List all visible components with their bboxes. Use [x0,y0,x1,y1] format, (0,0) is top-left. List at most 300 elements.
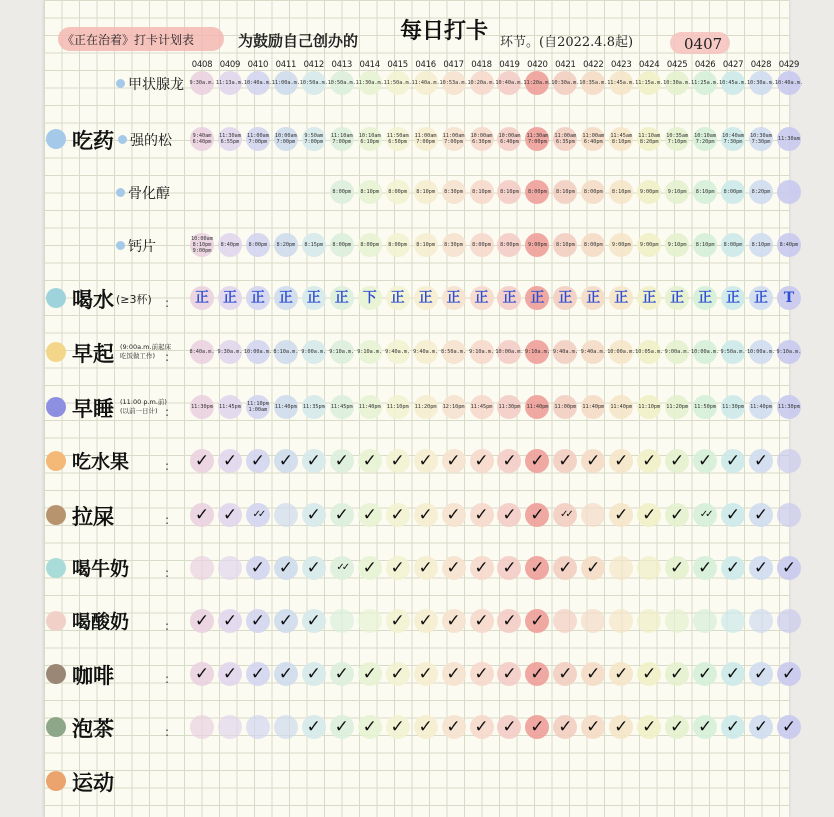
time-entry: 8:10a.m. [273,349,299,355]
check-mark: ✓ [753,717,769,737]
label-colon: : [165,350,170,364]
check-mark: ✓ [278,558,293,578]
category-label: 吃药 [72,128,114,153]
check-mark: ✓ [306,505,321,525]
category-note: (以前一日计) [120,407,158,415]
check-mark: ✓ [362,451,377,471]
check-mark: ✓ [753,664,769,684]
time-entry: 11:30pm [498,404,521,410]
category-label: 早睡 [72,396,114,421]
time-entry: 10:00am 7:00pm [274,133,297,145]
check-mark: ✓ [474,664,489,684]
time-entry: 8:10pm [611,189,631,195]
check-mark: ✓ [781,558,797,578]
tracker-dot [246,715,270,739]
check-mark: ✓✓ [699,509,711,520]
check-mark: ✓ [781,664,797,684]
check-mark: ✓ [697,451,713,471]
check-mark: ✓ [725,664,741,684]
label-colon: : [165,459,170,473]
water-tally: 正 [698,290,713,306]
time-entry: 9:40a.m. [413,349,439,355]
time-entry: 11:30pm [722,404,744,410]
time-entry: 8:20pm [276,242,296,248]
time-entry: 8:20pm [751,189,771,195]
category-dot [46,505,66,525]
time-entry: 8:00pm [500,242,519,248]
check-mark: ✓ [222,451,238,471]
check-mark: ✓ [725,717,741,737]
time-entry: 11:13a.m. [215,80,244,86]
check-mark: ✓ [530,664,545,684]
time-entry: 8:15pm [304,242,324,248]
category-label: 运动 [72,770,114,795]
check-mark: ✓ [642,505,657,525]
category-note: (11:00 p.m.前) [120,398,167,406]
time-entry: 11:30pm [191,404,213,410]
time-entry: 10:50a.m. [327,80,356,86]
time-entry: 11:50am 6:50pm [386,133,409,145]
label-colon: : [165,725,170,739]
check-mark: ✓ [725,558,741,578]
check-mark: ✓ [194,505,210,525]
check-mark: ✓ [278,611,293,631]
date-header: 0425 [666,60,688,70]
check-mark: ✓ [334,717,349,737]
time-entry: 11:30am 6:55pm [219,133,241,145]
time-entry: 10:35am 7:10pm [666,133,689,145]
check-mark: ✓ [250,664,266,684]
category-dot [46,717,66,737]
water-tally: 正 [446,290,461,306]
tracker-dot [777,180,801,204]
check-mark: ✓ [194,611,210,631]
date-header: 0408 [191,60,213,70]
time-entry: 9:00pm [528,242,547,248]
medicine-label: 骨化醇 [128,186,170,202]
time-entry: 9:00pm [639,242,659,248]
category-dot [46,664,66,684]
check-mark: ✓ [586,558,601,578]
medicine-dot [116,241,125,250]
date-header: 0429 [778,60,800,70]
check-mark: ✓ [306,717,321,737]
check-mark: ✓ [418,664,433,684]
time-entry: 9:00pm [639,189,659,195]
tracker-dot [637,556,661,580]
date-header: 0413 [331,60,352,70]
check-mark: ✓ [306,611,321,631]
time-entry: 10:00a.m. [607,349,636,355]
time-entry: 10:30a.m. [551,80,580,86]
check-mark: ✓ [502,717,517,737]
check-mark: ✓ [502,505,517,525]
water-tally: 正 [614,290,629,306]
check-mark: ✓ [362,558,377,578]
time-entry: 11:30a.m. [355,80,384,86]
tracker-dot [358,609,382,633]
check-mark: ✓ [306,558,321,578]
tracker-dot [721,609,745,633]
time-entry: 8:30pm [444,242,463,248]
time-entry: 8:40pm [220,242,240,248]
check-mark: ✓ [614,717,629,737]
water-tally: 正 [278,290,293,306]
time-entry: 8:40a.m. [189,349,215,355]
time-entry: 11:45pm [330,404,353,410]
tracker-dot [637,609,661,633]
check-mark: ✓ [614,664,629,684]
time-entry: 9:10a.m. [357,349,383,355]
check-mark: ✓ [670,451,685,471]
time-entry: 9:10a.m. [524,349,550,355]
time-entry: 9:40a.m. [580,349,606,355]
check-mark: ✓ [446,558,461,578]
time-entry: 8:10pm [555,242,575,248]
time-entry: 9:10pm [667,189,687,195]
category-dot [46,342,66,362]
check-mark: ✓ [362,717,377,737]
water-tally: 正 [195,290,209,306]
time-entry: 8:00pm [248,242,268,248]
time-entry: 8:10pm [472,189,491,195]
check-mark: ✓ [725,505,741,525]
medicine-dot [116,188,125,197]
check-mark: ✓ [446,664,461,684]
date-header: 0418 [471,60,492,70]
time-entry: 11:20pm [414,404,437,410]
title-prefix: 为鼓励自己创办的 [238,32,359,50]
water-tally: 正 [558,290,573,306]
time-entry: 9:50a.m. [720,349,746,355]
time-entry: 10:45a.m. [718,80,748,86]
check-mark: ✓ [753,451,769,471]
time-entry: 8:00pm [388,242,408,248]
time-entry: 11:40a.m. [411,80,440,86]
date-header: 0428 [750,60,772,70]
check-mark: ✓ [614,505,629,525]
time-entry: 9:40am 6:40pm [192,133,212,145]
check-mark: ✓ [586,664,601,684]
tracker-dot [777,503,801,527]
category-label: 喝水 [72,287,114,312]
time-entry: 9:30a.m. [217,349,243,355]
time-entry: 8:00pm [388,189,408,195]
time-entry: 10:00a.m. [691,349,720,355]
category-dot [46,288,66,308]
check-mark: ✓ [194,664,210,684]
time-entry: 11:45pm [470,404,493,410]
time-entry: 10:00a.m. [243,349,272,355]
check-mark: ✓ [390,505,405,525]
time-entry: 8:00pm [472,242,491,248]
time-entry: 10:10am 7:20pm [694,133,717,145]
category-dot [46,558,66,578]
time-entry: 11:10pm [386,404,409,410]
check-mark: ✓ [418,451,433,471]
time-entry: 11:15a.m. [635,80,664,86]
date-header: 0415 [387,60,408,70]
time-entry: 11:30pm [778,404,800,410]
time-entry: 9:10a.m. [329,349,355,355]
time-entry: 8:00pm [723,189,743,195]
check-mark: ✓ [558,717,573,737]
time-entry: 11:40pm [750,404,772,410]
time-entry: 10:00am 6:40pm [498,133,521,145]
check-mark: ✓ [530,451,545,471]
water-tally: T [783,290,795,306]
time-entry: 11:45pm [219,404,241,410]
time-entry: 8:40pm [779,242,799,248]
check-mark: ✓ [362,664,377,684]
time-entry: 8:10pm [555,189,575,195]
check-mark: ✓ [502,558,517,578]
time-entry: 9:00a.m. [301,349,327,355]
category-note: 吃饭做工作) [120,352,156,360]
check-mark: ✓ [725,451,741,471]
check-mark: ✓✓ [559,509,571,520]
category-note: (9:00a.m.前起床 [120,343,172,351]
time-entry: 11:50a.m. [383,80,412,86]
time-entry: 9:40a.m. [552,349,578,355]
category-label: 喝酸奶 [72,611,130,633]
check-mark: ✓✓ [336,562,348,573]
check-mark: ✓ [642,664,657,684]
time-entry: 11:00pm [554,404,577,410]
date-header: 0427 [722,60,744,70]
page-title: 每日打卡 [400,18,489,44]
check-mark: ✓ [474,611,489,631]
time-entry: 8:10pm [416,242,435,248]
check-mark: ✓ [334,505,349,525]
check-mark: ✓ [670,664,685,684]
category-dot [46,397,66,417]
time-entry: 11:30am 7:00pm [526,133,549,145]
check-mark: ✓ [222,664,238,684]
check-mark: ✓ [390,664,405,684]
check-mark: ✓ [474,558,489,578]
medicine-label: 甲状腺龙 [128,77,184,93]
check-mark: ✓ [753,505,769,525]
time-entry: 10:30a.m. [746,80,776,86]
time-entry: 11:45am 8:10pm [610,133,633,145]
category-label: 拉屎 [72,504,114,529]
water-tally: 正 [390,290,405,306]
time-entry: 10:35a.m. [579,80,608,86]
water-tally: 下 [362,290,377,306]
check-mark: ✓ [446,717,461,737]
check-mark: ✓ [194,451,210,471]
time-entry: 9:50am 7:00pm [304,133,324,145]
water-tally: 正 [754,290,768,306]
tracker-dot [330,609,354,633]
category-note: (≥3杯) [116,293,152,306]
category-dot [46,451,66,471]
tracker-dot [693,609,717,633]
time-entry: 10:00am 8:10pm 9:00pm [191,236,213,254]
date-header: 0421 [555,60,576,70]
time-entry: 11:00am 7:00pm [414,133,437,145]
category-dot [46,611,66,631]
date-header: 0424 [638,60,660,70]
time-entry: 10:40a.m. [243,80,272,86]
check-mark: ✓ [390,451,405,471]
time-entry: 8:00pm [360,242,380,248]
time-entry: 11:45a.m. [607,80,636,86]
check-mark: ✓ [446,611,461,631]
tracker-dot [777,609,801,633]
date-header: 0410 [247,60,269,70]
check-mark: ✓ [558,451,573,471]
time-entry: 11:40pm [358,404,381,410]
date-header: 0422 [583,60,604,70]
time-entry: 8:00pm [583,189,603,195]
check-mark: ✓ [502,451,517,471]
time-entry: 9:10pm [667,242,687,248]
time-entry: 10:00am 6:30pm [470,133,493,145]
water-tally: 正 [222,290,237,306]
check-mark: ✓ [474,451,489,471]
date-header: 0412 [303,60,325,70]
time-entry: 8:10pm [500,189,519,195]
check-mark: ✓ [502,664,517,684]
check-mark: ✓ [753,558,769,578]
time-entry: 11:00am 7:00pm [442,133,465,145]
time-entry: 10:53a.m. [439,80,468,86]
label-colon: : [165,619,170,633]
time-entry: 9:10a.m. [776,349,802,355]
check-mark: ✓ [306,664,321,684]
time-entry: 11:40pm [274,404,297,410]
check-mark: ✓ [670,558,685,578]
check-mark: ✓ [642,717,657,737]
month-tag: 0407 [684,35,723,53]
medicine-dot [116,79,125,88]
check-mark: ✓ [250,451,266,471]
check-mark: ✓ [222,611,238,631]
time-entry: 8:10pm [695,189,715,195]
check-mark: ✓ [418,717,433,737]
time-entry: 8:10pm [416,189,435,195]
time-entry: 9:00a.m. [664,349,690,355]
water-tally: 正 [502,290,517,306]
check-mark: ✓ [697,558,713,578]
check-mark: ✓ [670,717,685,737]
time-entry: 11:10pm [638,404,661,410]
check-mark: ✓ [558,558,573,578]
water-tally: 正 [670,290,685,306]
time-entry: 11:20a.m. [523,80,552,86]
check-mark: ✓ [446,451,461,471]
check-mark: ✓ [390,717,405,737]
tracker-dot [218,556,242,580]
time-entry: 8:10pm [751,242,771,248]
time-entry: 10:40a.m. [495,80,524,86]
time-entry: 11:10am 7:00pm [330,133,353,145]
date-header: 0411 [275,60,297,70]
category-label: 早起 [72,341,114,366]
check-mark: ✓ [418,505,433,525]
time-entry: 10:30am 7:30pm [750,133,772,145]
date-header: 0417 [443,60,464,70]
medicine-dot [118,135,127,144]
tracker-dot [274,715,298,739]
date-header: 0414 [359,60,380,70]
check-mark: ✓✓ [252,509,264,520]
category-dot [46,129,66,149]
time-entry: 9:30a.m. [189,80,215,86]
check-mark: ✓ [278,664,293,684]
category-label: 吃水果 [72,451,130,473]
date-header: 0423 [611,60,632,70]
time-entry: 11:35pm [302,404,325,410]
time-entry: 8:00pm [583,242,603,248]
check-mark: ✓ [278,451,293,471]
time-entry: 10:40a.m. [774,80,803,86]
time-entry: 9:10a.m. [469,349,494,355]
check-mark: ✓ [670,505,685,525]
check-mark: ✓ [418,611,433,631]
date-header: 0419 [499,60,520,70]
time-entry: 11:00am 6:35pm [554,133,577,145]
time-entry: 10:50a.m. [299,80,328,86]
time-entry: 8:10pm [695,242,715,248]
water-tally: 正 [642,290,657,306]
time-entry: 11:40pm [610,404,633,410]
check-mark: ✓ [446,505,461,525]
check-mark: ✓ [222,505,238,525]
check-mark: ✓ [697,664,713,684]
tracker-dot [190,715,214,739]
time-entry: 10:10am 6:10pm [358,133,381,145]
check-mark: ✓ [697,717,713,737]
tracker-dot [749,609,773,633]
check-mark: ✓ [502,611,517,631]
time-entry: 8:00pm [723,242,743,248]
water-tally: 正 [418,290,433,306]
check-mark: ✓ [418,558,433,578]
check-mark: ✓ [362,505,377,525]
check-mark: ✓ [614,451,629,471]
check-mark: ✓ [558,664,573,684]
time-entry: 11:00a.m. [271,80,300,86]
time-entry: 8:30pm [444,189,463,195]
date-header: 0409 [219,60,241,70]
check-mark: ✓ [334,451,349,471]
water-tally: 正 [250,290,265,306]
tracker-dot [190,556,214,580]
category-label: 咖啡 [72,663,114,688]
check-mark: ✓ [474,717,489,737]
time-entry: 8:00pm [332,189,352,195]
date-header: 0420 [527,60,548,70]
time-entry: 10:20a.m. [467,80,496,86]
check-mark: ✓ [781,717,797,737]
label-colon: : [165,513,170,527]
time-entry: 11:10pm 1:00am [246,401,269,413]
time-entry: 8:00pm [332,242,352,248]
subtitle-tag: 《正在治着》打卡计划表 [62,33,195,47]
time-entry: 10:40am 7:30pm [722,133,744,145]
label-colon: : [165,405,170,419]
check-mark: ✓ [530,611,545,631]
time-entry: 8:00pm [528,189,547,195]
time-entry: 9:00pm [611,242,631,248]
check-mark: ✓ [586,717,601,737]
time-entry: 11:50pm [694,404,717,410]
category-label: 喝牛奶 [72,558,130,580]
check-mark: ✓ [530,558,545,578]
